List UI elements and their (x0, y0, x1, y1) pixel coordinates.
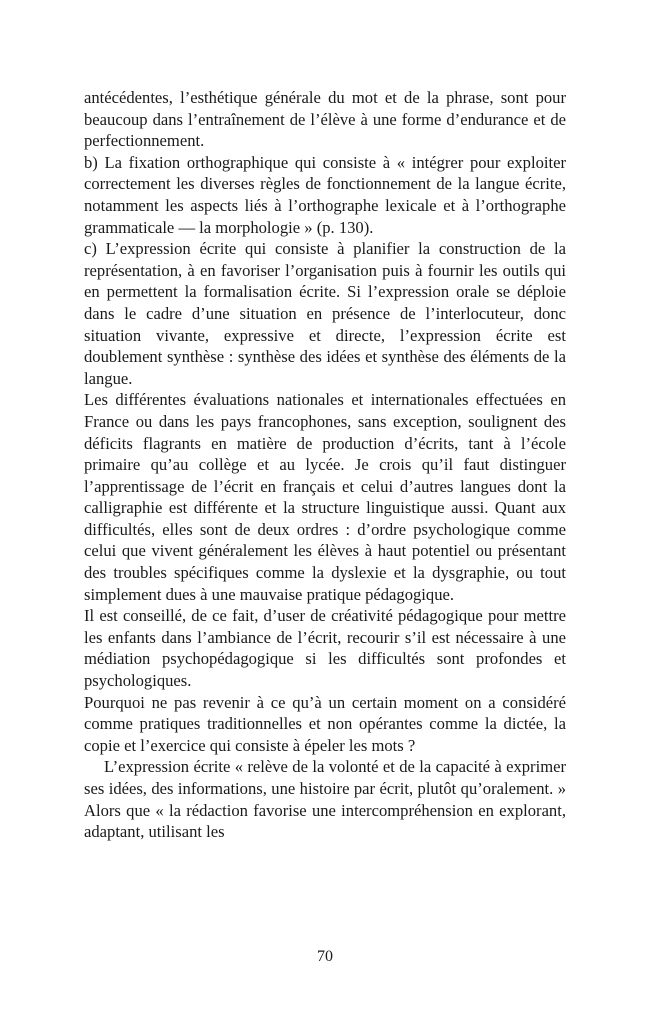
page-number: 70 (317, 948, 333, 965)
paragraph-item-b: b) La fixation orthographique qui consiste à « intégrer pour exploiter correctement les diverses règles de fonctionnement de la langue écrite, notamment les aspects liés à l’orthographe lexicale et à l’orthographe grammaticale — la morphologie » (p. 130). (84, 152, 566, 237)
paragraph-item-c: c) L’expression écrite qui consiste à planifier la construction de la représentation, à en favoriser l’organisation puis à fournir les outils qui en permettent la formalisation écrite. Si l’expression orale se déploie dans le cadre d’une situation en présence de l’interlocuteur, donc situation vivante, expressive et directe, l’expression écrite est doublement synthèse : synthèse des idées et synthèse des éléments de la langue. (84, 239, 566, 388)
paragraph-evaluations: Les différentes évaluations nationales et internationales effectuées en France ou dans les pays francophones, sans exception, soulignent des déficits flagrants en matière de production d’écrits, tant à l’école primaire qu’au collège et au lycée. Je crois qu’il faut distinguer l’apprentissage de l’écrit en français et celui d’autres langues dont la calligraphie est différente et la structure linguistique aussi. Quant aux difficultés, elles sont de deux ordres : d’ordre psychologique comme celui que vivent généralement les élèves à haut potentiel ou présentant des troubles spécifiques comme la dyslexie et la dysgraphie, ou tout simplement dues à une mauvaise pratique pédagogique. (84, 390, 566, 604)
paragraph-continuation: antécédentes, l’esthétique générale du mot et de la phrase, sont pour beaucoup dans l’entraînement de l’élève à une forme d’endurance et de perfectionnement. (84, 88, 566, 151)
paragraph-question: Pourquoi ne pas revenir à ce qu’à un certain moment on a considéré comme pratiques traditionnelles et non opérantes comme la dictée, la copie et l’exercice qui consiste à épeler les mots ? (84, 692, 566, 755)
paragraph-quote: L’expression écrite « relève de la volonté et de la capacité à exprimer ses idées, des informations, une histoire par écrit, plutôt qu’oralement. » Alors que « la rédaction favorise une intercompréhension en explorant, adaptant, utilisant les (84, 757, 566, 842)
paragraph-advice: Il est conseillé, de ce fait, d’user de créativité pédagogique pour mettre les enfants dans l’ambiance de l’écrit, recourir s’il est nécessaire à une médiation psychopédagogique si les difficultés sont profondes et psychologiques. (84, 606, 566, 691)
page-body (84, 87, 566, 843)
